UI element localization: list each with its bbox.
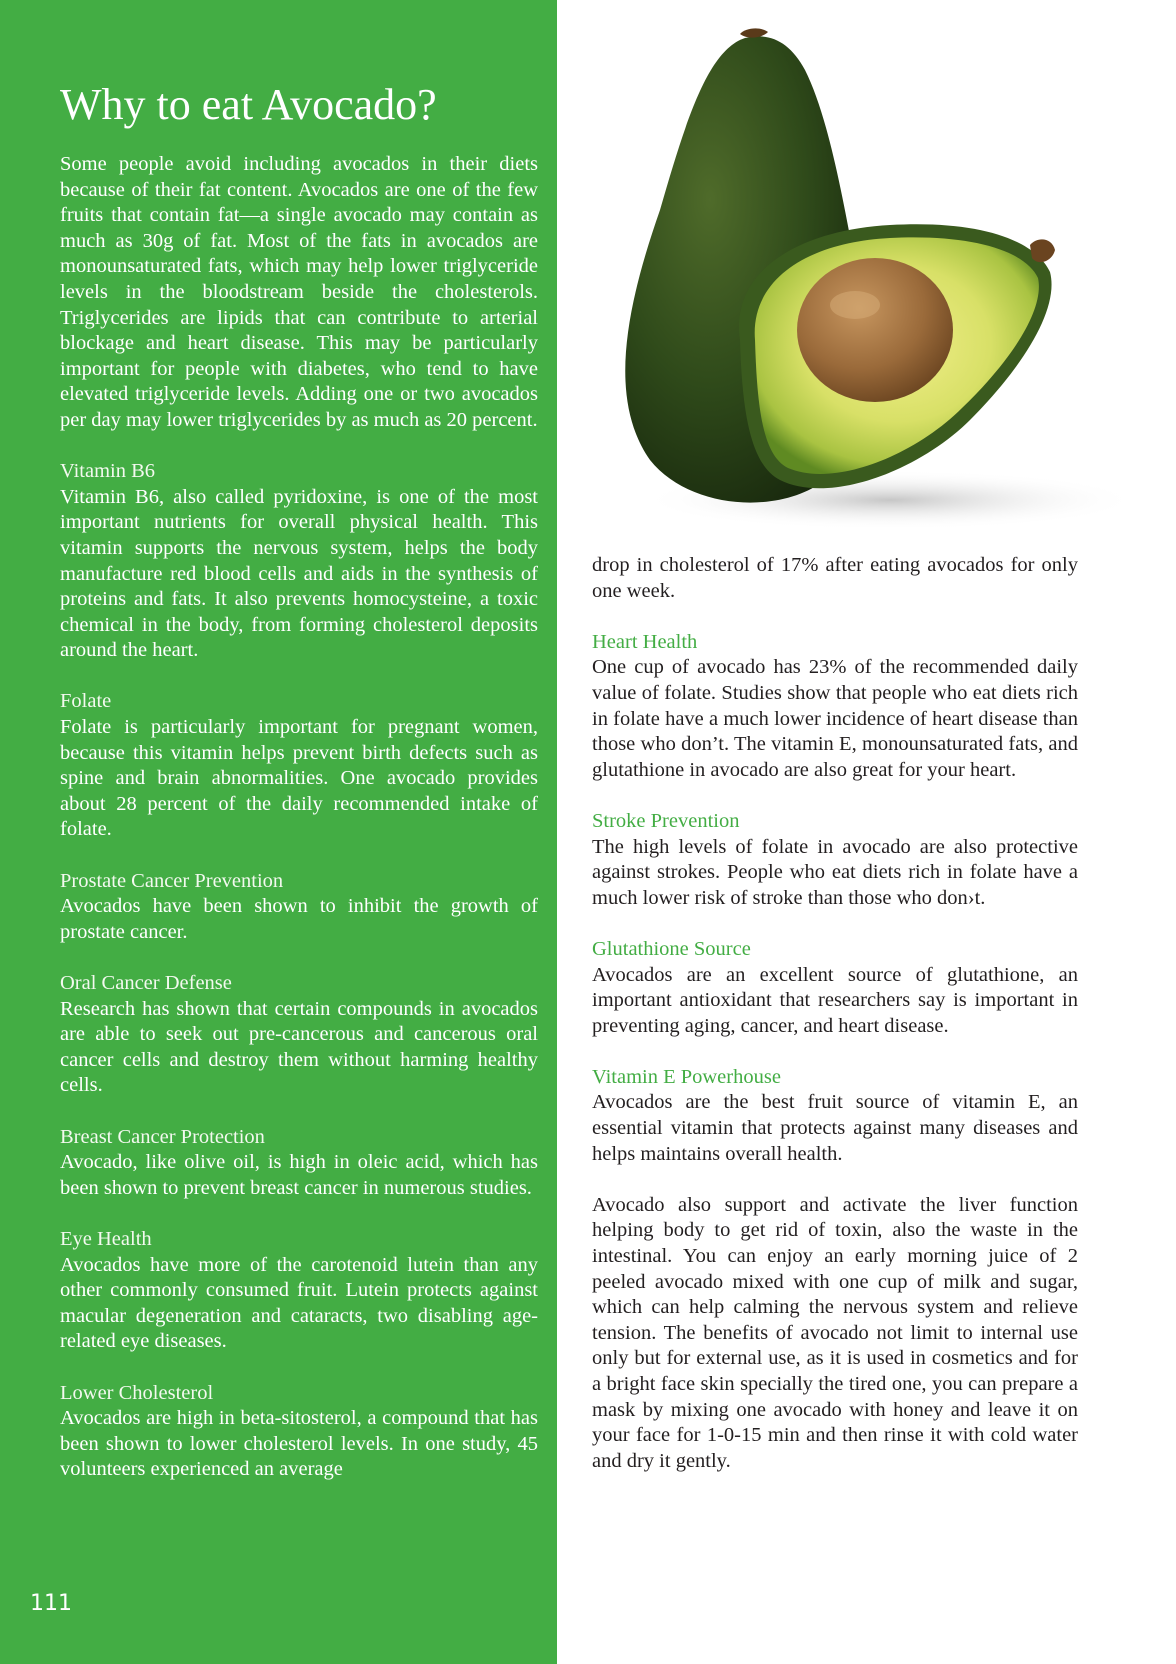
right-column — [592, 553, 1078, 1474]
section-heading: Lower Cholesterol — [60, 1381, 214, 1404]
closing-paragraph: Avocado also support and activate the liver function helping body to get rid of toxin, also the waste in the intestinal. You can enjoy an early morning juice of 2 peeled avocado mixed with one cup of milk and sugar, which can help calming the nervous system and relieve tension. The benefits of avocado not limit to internal use only but for external use, as it is used in cosmetics and for a bright face skin specially the tired one, you can prepare a mask by mixing one avocado with honey and leave it on your face for 1-0-15 min and then rinse it with cold water and dry it gently. — [592, 1193, 1078, 1472]
section-eye-health — [60, 1227, 538, 1355]
section-heading: Oral Cancer Defense — [60, 972, 232, 994]
section-body: Research has shown that certain compounds in avocados are able to seek out pre-cancerous and cancerous oral cancer cells and destroy them without harming healthy cells. — [60, 997, 538, 1097]
section-heading: Heart Health — [592, 630, 698, 653]
section-oral-cancer — [60, 971, 538, 1099]
continued-paragraph: drop in cholesterol of 17% after eating avocados for only one week. — [592, 554, 1078, 602]
section-heart-health — [592, 630, 1078, 784]
section-lower-cholesterol — [60, 1381, 538, 1483]
section-heading: Prostate Cancer Prevention — [60, 869, 284, 892]
page-number: 111 — [30, 1591, 72, 1616]
section-body: Avocados have more of the carotenoid lutein than any other commonly consumed fruit. Lutein protects against macular degeneration and cataracts, two disabling age-related eye diseases. — [60, 1253, 538, 1353]
section-heading: Vitamin E Powerhouse — [592, 1065, 781, 1088]
section-prostate-cancer — [60, 869, 538, 946]
left-column — [60, 78, 538, 1483]
section-stroke-prevention — [592, 809, 1078, 911]
section-body: Avocados are an excellent source of glutathione, an important antioxidant that researchers say is important in preventing aging, cancer, and heart disease. — [592, 963, 1078, 1037]
section-glutathione-source — [592, 937, 1078, 1039]
section-body: Avocado, like olive oil, is high in oleic acid, which has been shown to prevent breast cancer in numerous studies. — [60, 1151, 538, 1199]
section-breast-cancer — [60, 1125, 538, 1202]
closing-section — [592, 1193, 1078, 1475]
section-heading: Stroke Prevention — [592, 809, 740, 832]
intro-paragraph: Some people avoid including avocados in their diets because of their fat content. Avocados are one of the few fruits that contain fat—a single avocado may contain as much as 30g of fat. Most of the fats in avocados are monounsaturated fats, which may help lower triglyceride levels in the bloodstream beside the cholesterols. Triglycerides are lipids that can contribute to arterial blockage and heart disease. This may be particularly important for people with diabetes, who tend to have elevated triglyceride levels. Adding one or two avocados per day may lower triglycerides by as much as 20 percent. — [60, 153, 538, 431]
section-heading: Glutathione Source — [592, 937, 751, 960]
section-body: The high levels of folate in avocado are also protective against strokes. People who eat diets rich in folate have a much lower risk of stroke than those who don›t. — [592, 835, 1078, 909]
avocado-image — [590, 10, 1130, 540]
section-vitamin-e — [592, 1065, 1078, 1167]
section-body: One cup of avocado has 23% of the recommended daily value of folate. Studies show that people who eat diets rich in folate have a much lower incidence of heart disease than those who don’t. The vitamin E, monounsaturated fats, and glutathione in avocado are also great for your heart. — [592, 656, 1078, 781]
section-body: Avocados are high in beta-sitosterol, a compound that has been shown to lower cholesterol levels. In one study, 45 volunteers experienced an average — [60, 1407, 538, 1481]
page-title: Why to eat Avocado? — [60, 80, 437, 129]
section-body: Vitamin B6, also called pyridoxine, is one of the most important nutrients for overall physical health. This vitamin supports the nervous system, helps the body manufacture red blood cells and aids in the synthesis of proteins and fats. It also prevents homocysteine, a toxic chemical in the body, from forming cholesterol deposits around the heart. — [60, 485, 538, 662]
section-heading: Folate — [60, 690, 112, 713]
section-folate — [60, 689, 538, 843]
section-vitamin-b6 — [60, 459, 538, 664]
section-heading: Eye Health — [60, 1227, 152, 1250]
section-heading: Breast Cancer Protection — [60, 1125, 265, 1148]
section-body: Avocados are the best fruit source of vitamin E, an essential vitamin that protects against many diseases and helps maintains overall health. — [592, 1091, 1078, 1165]
section-body: Folate is particularly important for pregnant women, because this vitamin helps prevent birth defects such as spine and brain abnormalities. One avocado provides about 28 percent of the daily recommended intake of folate. — [60, 716, 538, 841]
section-heading: Vitamin B6 — [60, 460, 156, 483]
section-body: Avocados have been shown to inhibit the growth of prostate cancer. — [60, 895, 538, 943]
